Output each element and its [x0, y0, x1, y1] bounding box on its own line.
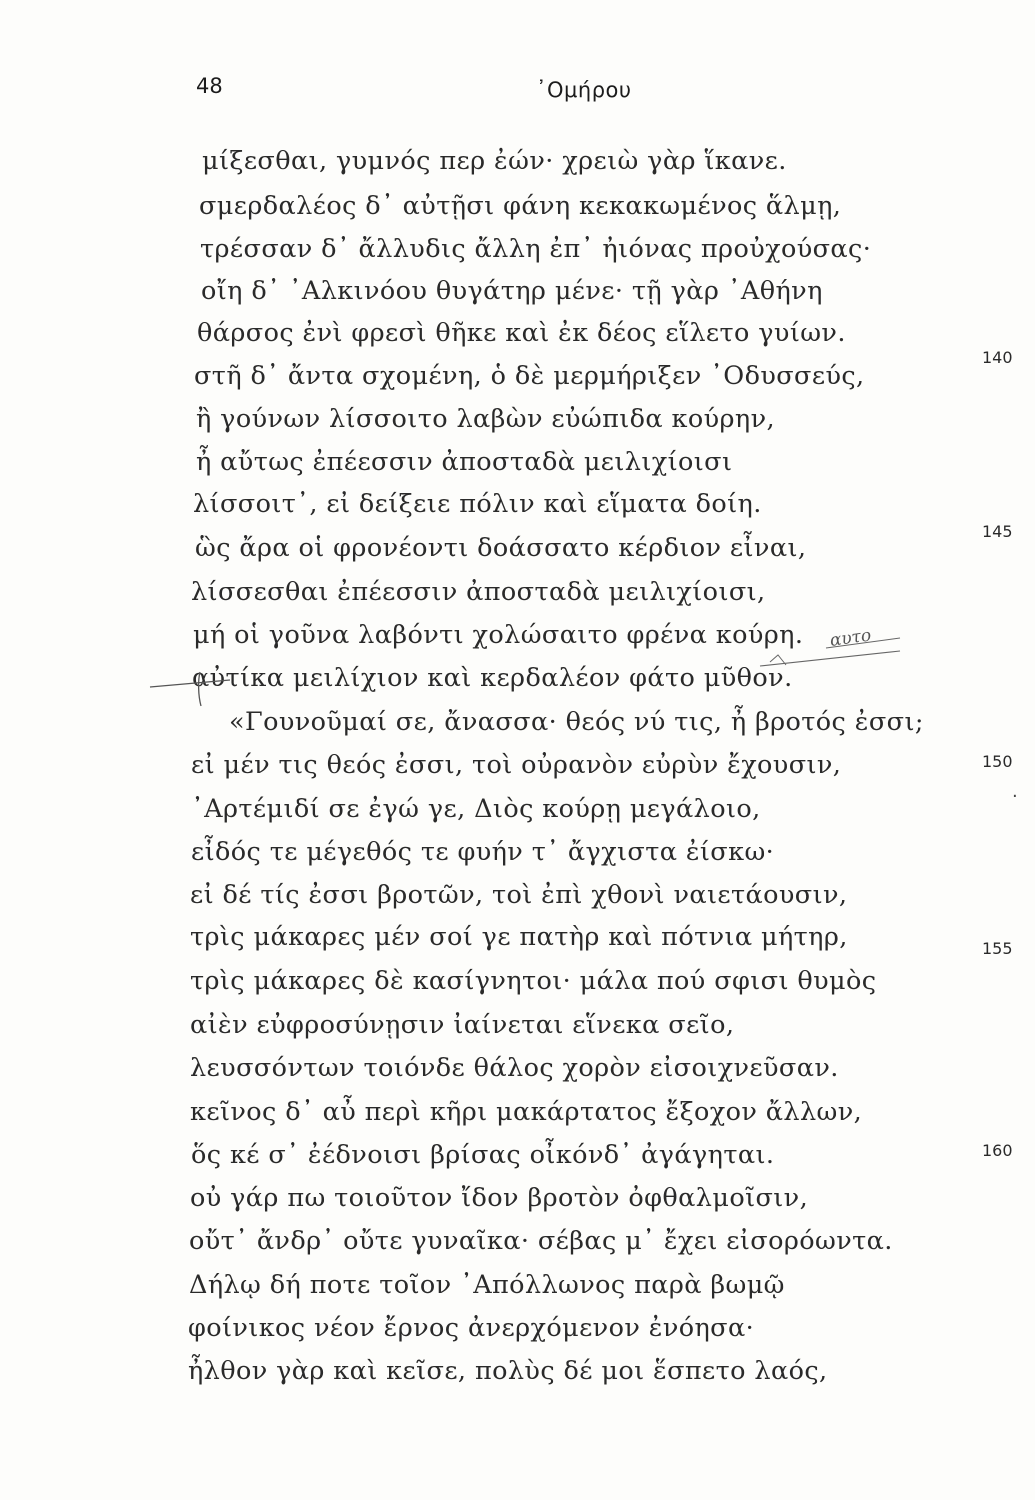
line-number: 155 — [982, 939, 1013, 958]
verse-line: ᾽Αρτέμιδί σε ἐγώ γε, Διὸς κούρῃ μεγάλοιο, — [191, 794, 761, 824]
verse-line: ἢ γούνων λίσσοιτο λαβὼν εὐώπιδα κούρην, — [196, 404, 776, 434]
verse-line: εἰ δέ τίς ἐσσι βροτῶν, τοὶ ἐπὶ χθονὶ ναιετάουσιν, — [190, 880, 848, 910]
margin-dot-mark: . — [1012, 781, 1018, 802]
verse-line: στῆ δ᾽ ἄντα σχομένη, ὁ δὲ μερμήριξεν ᾽Οδυσσεύς, — [194, 361, 865, 391]
verse-line: ἦλθον γὰρ καὶ κεῖσε, πολὺς δέ μοι ἕσπετο λαός, — [188, 1356, 828, 1386]
verse-line: τρὶς μάκαρες δὲ κασίγνητοι· μάλα πού σφισι θυμὸς — [190, 966, 877, 996]
verse-line: τρὶς μάκαρες μέν σοί γε πατὴρ καὶ πότνια μήτηρ, — [190, 922, 848, 952]
line-number: 140 — [982, 348, 1013, 367]
verse-line: λίσσεσθαι ἐπέεσσιν ἀποσταδὰ μειλιχίοισι, — [191, 577, 766, 607]
verse-line: αὐτίκα μειλίχιον καὶ κερδαλέον φάτο μῦθον. — [192, 663, 793, 693]
line-number: 160 — [982, 1141, 1013, 1160]
handwritten-note: αυτο — [828, 625, 873, 651]
line-number: 145 — [982, 522, 1013, 541]
verse-line: Δήλῳ δή ποτε τοῖον ᾽Απόλλωνος παρὰ βωμῷ — [189, 1270, 785, 1300]
verse-line: λίσσοιτ᾽, εἰ δείξειε πόλιν καὶ εἵματα δοίη. — [193, 489, 762, 519]
verse-line: ἦ αὔτως ἐπέεσσιν ἀποσταδὰ μειλιχίοισι — [196, 447, 733, 477]
verse-line: μή οἱ γοῦνα λαβόντι χολώσαιτο φρένα κούρη. — [193, 620, 804, 650]
verse-line: φοίνικος νέον ἔρνος ἀνερχόμενον ἐνόησα· — [188, 1313, 755, 1343]
running-title: ᾽Ομήρου — [536, 78, 632, 102]
verse-line: εἶδός τε μέγεθός τε φυήν τ᾽ ἄγχιστα ἐίσκω· — [191, 837, 775, 867]
verse-line: τρέσσαν δ᾽ ἄλλυδις ἄλλη ἐπ᾽ ἠιόνας προὐχούσας· — [200, 234, 872, 264]
verse-line: κεῖνος δ᾽ αὖ περὶ κῆρι μακάρτατος ἔξοχον ἄλλων, — [190, 1097, 863, 1127]
verse-line: μίξεσθαι, γυμνός περ ἐών· χρειὼ γὰρ ἵκανε. — [202, 146, 787, 176]
verse-line: εἰ μέν τις θεός ἐσσι, τοὶ οὐρανὸν εὐρὺν ἔχουσιν, — [191, 750, 842, 780]
verse-line: οὐ γάρ πω τοιοῦτον ἴδον βροτὸν ὀφθαλμοῖσιν, — [190, 1183, 809, 1213]
verse-line: «Γουνοῦμαί σε, ἄνασσα· θεός νύ τις, ἦ βροτός ἐσσι; — [229, 707, 924, 737]
verse-line: ὅς κέ σ᾽ ἐέδνοισι βρίσας οἶκόνδ᾽ ἀγάγηται. — [191, 1140, 775, 1170]
verse-line: θάρσος ἐνὶ φρεσὶ θῆκε καὶ ἐκ δέος εἵλετο γυίων. — [197, 318, 846, 348]
pencil-underline — [826, 638, 900, 648]
verse-line: ὣς ἄρα οἱ φρονέοντι δοάσσατο κέρδιον εἶναι, — [195, 533, 807, 563]
verse-line: οὔτ᾽ ἄνδρ᾽ οὔτε γυναῖκα· σέβας μ᾽ ἔχει εἰσορόωντα. — [189, 1226, 893, 1256]
line-number: 150 — [982, 752, 1013, 771]
verse-line: λευσσόντων τοιόνδε θάλος χορὸν εἰσοιχνεῦσαν. — [190, 1053, 839, 1083]
verse-line: σμερδαλέος δ᾽ αὐτῇσι φάνη κεκακωμένος ἅλμῃ, — [199, 191, 842, 221]
verse-line: αἰὲν εὐφροσύνῃσιν ἰαίνεται εἵνεκα σεῖο, — [190, 1010, 735, 1040]
page-number: 48 — [196, 74, 223, 98]
verse-line: οἴη δ᾽ ᾽Αλκινόου θυγάτηρ μένε· τῇ γὰρ ᾽Αθήνη — [201, 276, 823, 306]
